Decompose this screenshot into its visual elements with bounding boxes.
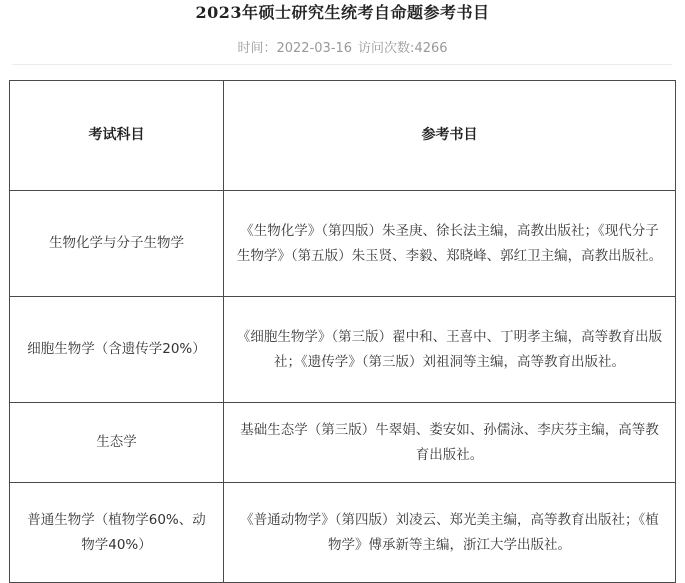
header-subject: 考试科目 [10,81,224,191]
subject-cell: 细胞生物学（含遗传学20%） [10,297,224,403]
books-cell: 基础生态学（第三版）牛翠娟、娄安如、孙儒泳、李庆芬主编，高等教育出版社。 [224,403,676,483]
table-header-row [10,81,676,191]
books-cell: 《生物化学》（第四版）朱圣庚、徐长法主编，高教出版社；《现代分子生物学》（第五版）朱玉贤、李毅、郑晓峰、郭红卫主编，高教出版社。 [224,191,676,297]
table-row [10,403,676,483]
visit-count: 4266 [414,41,448,56]
subject-cell: 生物化学与分子生物学 [10,191,224,297]
books-cell: 《普通动物学》（第四版）刘凌云、郑光美主编，高等教育出版社；《植物学》傅承新等主编，浙江大学出版社。 [224,483,676,583]
subject-cell: 生态学 [10,403,224,483]
header-books: 参考书目 [224,81,676,191]
table-row [10,483,676,583]
books-cell: 《细胞生物学》（第三版）翟中和、王喜中、丁明孝主编，高等教育出版社；《遗传学》（第三版）刘祖洞等主编，高等教育出版社。 [224,297,676,403]
table-row [10,191,676,297]
subject-cell: 普通生物学（植物学60%、动物学40%） [10,483,224,583]
article-meta [0,39,685,59]
visits-label: 访问次数: [358,41,415,56]
publish-date: 2022-03-16 [276,41,353,56]
page-title: 2023年硕士研究生统考自命题参考书目 [195,3,490,22]
time-label: 时间： [237,41,277,56]
table-row [10,297,676,403]
title-divider [12,64,672,65]
reference-book-table [9,80,676,583]
